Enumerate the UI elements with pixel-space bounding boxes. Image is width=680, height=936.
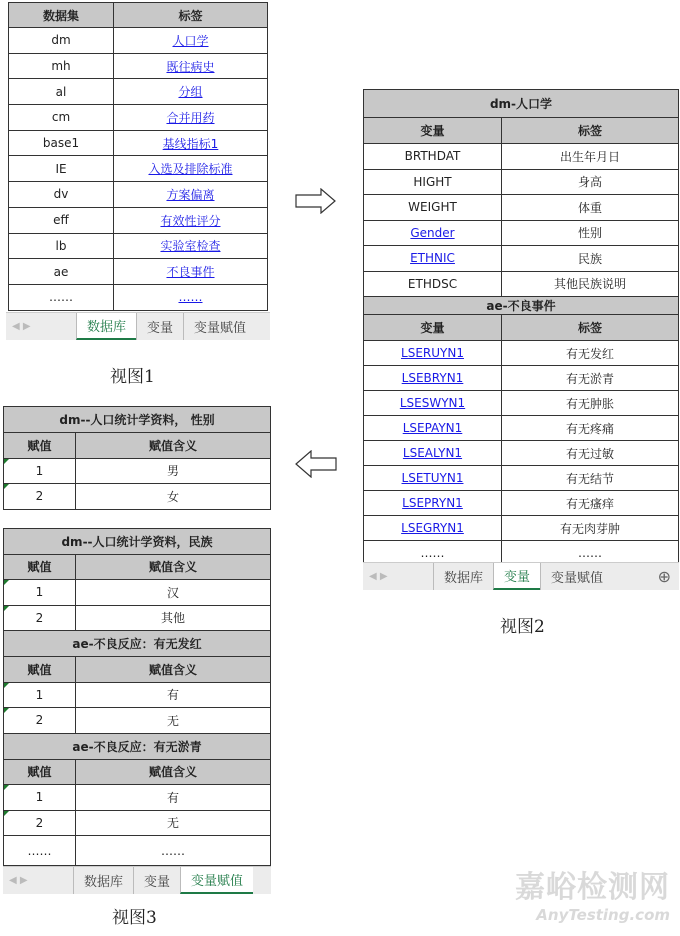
sheet-tab-1[interactable]: 数据库 [73,867,133,894]
dataset-cell: ae [9,259,114,285]
table-row [4,759,271,785]
view1-table [8,2,268,311]
table-row [4,682,271,708]
table-row [364,466,679,491]
meaning-cell: 女 [76,484,271,510]
column-header: 赋值含义 [76,657,271,683]
meaning-cell: 有 [76,785,271,811]
variable-link[interactable]: ETHNIC [410,251,455,266]
value-cell: 1 [4,458,76,484]
meaning-cell: 其他 [76,605,271,631]
variable-link[interactable]: LSEALYN1 [402,446,463,460]
table-row [364,491,679,516]
table-row [9,207,268,233]
dataset-cell: lb [9,233,114,259]
view2-sheet [363,89,679,591]
value-cell: 1 [4,580,76,606]
table-row [9,233,268,259]
dataset-cell: …… [9,284,114,310]
table-row [4,733,271,759]
table-row [364,246,679,272]
label-cell: 有无疼痛 [502,416,679,441]
dataset-cell: eff [9,207,114,233]
column-header: 变量 [364,315,502,341]
column-header: 赋值 [4,554,76,580]
table-row [4,484,271,510]
label-cell: 有无淤青 [502,366,679,391]
table-row [364,195,679,221]
label-cell: 有无发红 [502,341,679,366]
value-cell: 2 [4,810,76,836]
table-row [364,271,679,297]
table-row [4,708,271,734]
column-header: 变量 [364,118,502,144]
sheet-tab-3[interactable]: 变量赋值 [180,867,253,894]
variable-link[interactable]: LSEBRYN1 [401,371,464,385]
label-cell: 有无肉芽肿 [502,516,679,541]
variable-cell [364,491,502,516]
ellipsis-cell: …… [76,836,271,866]
variable-cell [364,341,502,366]
table-row [4,580,271,606]
table-row [4,810,271,836]
sheet-tab-1[interactable]: 数据库 [433,563,493,590]
dataset-cell: dv [9,182,114,208]
label-cell [114,28,268,54]
table-row [364,441,679,466]
table-row [364,516,679,541]
table-row [4,458,271,484]
sheet-tab-1[interactable]: 数据库 [76,313,136,340]
value-cell: 2 [4,484,76,510]
view3-table [3,406,271,866]
section-title: ae-不良事件 [364,297,679,315]
meaning-cell: 无 [76,810,271,836]
variable-cell [364,391,502,416]
variable-cell [364,441,502,466]
blank-cell [4,509,76,528]
table-row [9,3,268,28]
sheet-tab-2[interactable]: 变量 [493,563,540,590]
label-cell [114,130,268,156]
dataset-link[interactable]: 实验室检查 [160,239,221,254]
dataset-cell: dm [9,28,114,54]
variable-cell [364,416,502,441]
variable-link[interactable]: LSETUYN1 [401,471,464,485]
label-cell: 有无过敏 [502,441,679,466]
variable-link[interactable]: LSESWYN1 [399,396,466,410]
table-row [4,528,271,554]
table-row [364,315,679,341]
label-cell [114,233,268,259]
table-row [4,554,271,580]
view3-sheet [3,406,271,894]
table-row [9,53,268,79]
variable-cell [364,516,502,541]
table-row [364,391,679,416]
column-header: 赋值 [4,433,76,459]
value-cell: 2 [4,605,76,631]
variable-cell: …… [364,541,502,566]
value-cell: 1 [4,682,76,708]
sheet-tab-2[interactable]: 变量 [136,313,183,340]
view3-tab-bar [3,866,271,894]
table-row [364,366,679,391]
watermark [515,862,670,924]
label-cell [114,53,268,79]
variable-link[interactable]: LSEPAYN1 [402,421,463,435]
label-cell [114,182,268,208]
label-cell: 其他民族说明 [502,271,679,297]
sheet-tab-3[interactable]: 变量赋值 [183,313,256,340]
dataset-cell: IE [9,156,114,182]
table-row [364,118,679,144]
table-row [9,156,268,182]
dataset-link[interactable]: 既往病史 [166,59,215,74]
dataset-link[interactable]: …… [178,290,203,305]
value-cell: 1 [4,785,76,811]
variable-cell [364,246,502,272]
label-cell: 有无瘙痒 [502,491,679,516]
column-header: 赋值含义 [76,554,271,580]
table-row [364,416,679,441]
section-title: dm--人口统计学资料， 性别 [4,407,271,433]
label-cell [114,79,268,105]
dataset-link[interactable]: 基线指标1 [162,136,219,151]
label-cell: …… [502,541,679,566]
dataset-link[interactable]: 人口学 [172,33,209,48]
label-cell [114,105,268,131]
variable-link[interactable]: LSERUYN1 [401,346,464,360]
dataset-cell: al [9,79,114,105]
variable-cell: BRTHDAT [364,144,502,170]
table-row [4,509,271,528]
variable-link[interactable]: LSEPRYN1 [402,496,463,510]
table-row [9,130,268,156]
meaning-cell: 汉 [76,580,271,606]
column-header: 标签 [502,315,679,341]
column-header: 赋值含义 [76,433,271,459]
view3-caption: 视图3 [112,908,157,928]
column-header: 标签 [502,118,679,144]
table-row [9,259,268,285]
table-row [364,297,679,315]
view2-table [363,89,679,566]
dataset-link[interactable]: 分组 [178,85,203,100]
label-cell [114,156,268,182]
meaning-cell: 无 [76,708,271,734]
label-cell: 性别 [502,220,679,246]
dataset-link[interactable]: 合并用药 [166,110,215,125]
variable-cell: HIGHT [364,169,502,195]
label-cell [114,259,268,285]
section-title: dm--人口统计学资料，民族 [4,528,271,554]
blank-cell [76,509,271,528]
label-cell: 身高 [502,169,679,195]
label-cell: 民族 [502,246,679,272]
value-cell: 2 [4,708,76,734]
section-title: dm-人口学 [364,90,679,118]
dataset-cell: cm [9,105,114,131]
view1-tab-bar [6,312,270,340]
table-row [364,90,679,118]
table-row [4,836,271,866]
variable-link[interactable]: Gender [410,225,455,240]
column-header: 赋值含义 [76,759,271,785]
dataset-link[interactable]: 不良事件 [166,265,215,280]
variable-cell [364,220,502,246]
table-row [9,182,268,208]
arrow-left-icon [295,450,337,478]
column-header: 赋值 [4,759,76,785]
table-row [4,433,271,459]
table-row [364,169,679,195]
table-row [9,79,268,105]
view2-caption: 视图2 [500,617,545,637]
table-row [4,407,271,433]
sheet-tab-3[interactable]: 变量赋值 [540,563,613,590]
label-cell: 出生年月日 [502,144,679,170]
label-cell: 体重 [502,195,679,221]
view1-sheet [8,2,268,340]
column-header: 赋值 [4,657,76,683]
view1-caption: 视图1 [110,367,155,387]
column-header: 标签 [114,3,268,28]
sheet-nav-arrows[interactable]: ◀ ▶ [12,321,31,332]
watermark-cn: 嘉峪检测网 [515,870,670,905]
variable-cell: ETHDSC [364,271,502,297]
table-row [9,28,268,54]
table-row [364,220,679,246]
dataset-link[interactable]: 有效性评分 [160,213,221,228]
section-title: ae-不良反应：有无淤青 [4,733,271,759]
dataset-link[interactable]: 方案偏离 [166,187,215,202]
label-cell: 有无肿胀 [502,391,679,416]
variable-cell [364,466,502,491]
table-row [4,631,271,657]
table-row [9,284,268,310]
label-cell: 有无结节 [502,466,679,491]
sheet-nav-arrows[interactable]: ◀ ▶ [9,875,28,886]
section-title: ae-不良反应：有无发红 [4,631,271,657]
view2-tab-bar [363,562,679,590]
add-sheet-icon[interactable]: ⊕ [657,567,671,586]
label-cell [114,284,268,310]
arrow-right-icon [295,188,337,214]
dataset-link[interactable]: 入选及排除标准 [148,162,233,177]
table-row [4,605,271,631]
sheet-tab-2[interactable]: 变量 [133,867,180,894]
sheet-nav-arrows[interactable]: ◀ ▶ [369,571,388,582]
variable-cell [364,366,502,391]
dataset-cell: mh [9,53,114,79]
table-row [9,105,268,131]
dataset-cell: base1 [9,130,114,156]
variable-cell: WEIGHT [364,195,502,221]
table-row [4,657,271,683]
label-cell [114,207,268,233]
variable-link[interactable]: LSEGRYN1 [401,521,464,535]
column-header: 数据集 [9,3,114,28]
meaning-cell: 有 [76,682,271,708]
table-row [364,341,679,366]
meaning-cell: 男 [76,458,271,484]
table-row [364,144,679,170]
ellipsis-cell: …… [4,836,76,866]
watermark-en: AnyTesting.com [536,906,670,924]
table-row [4,785,271,811]
